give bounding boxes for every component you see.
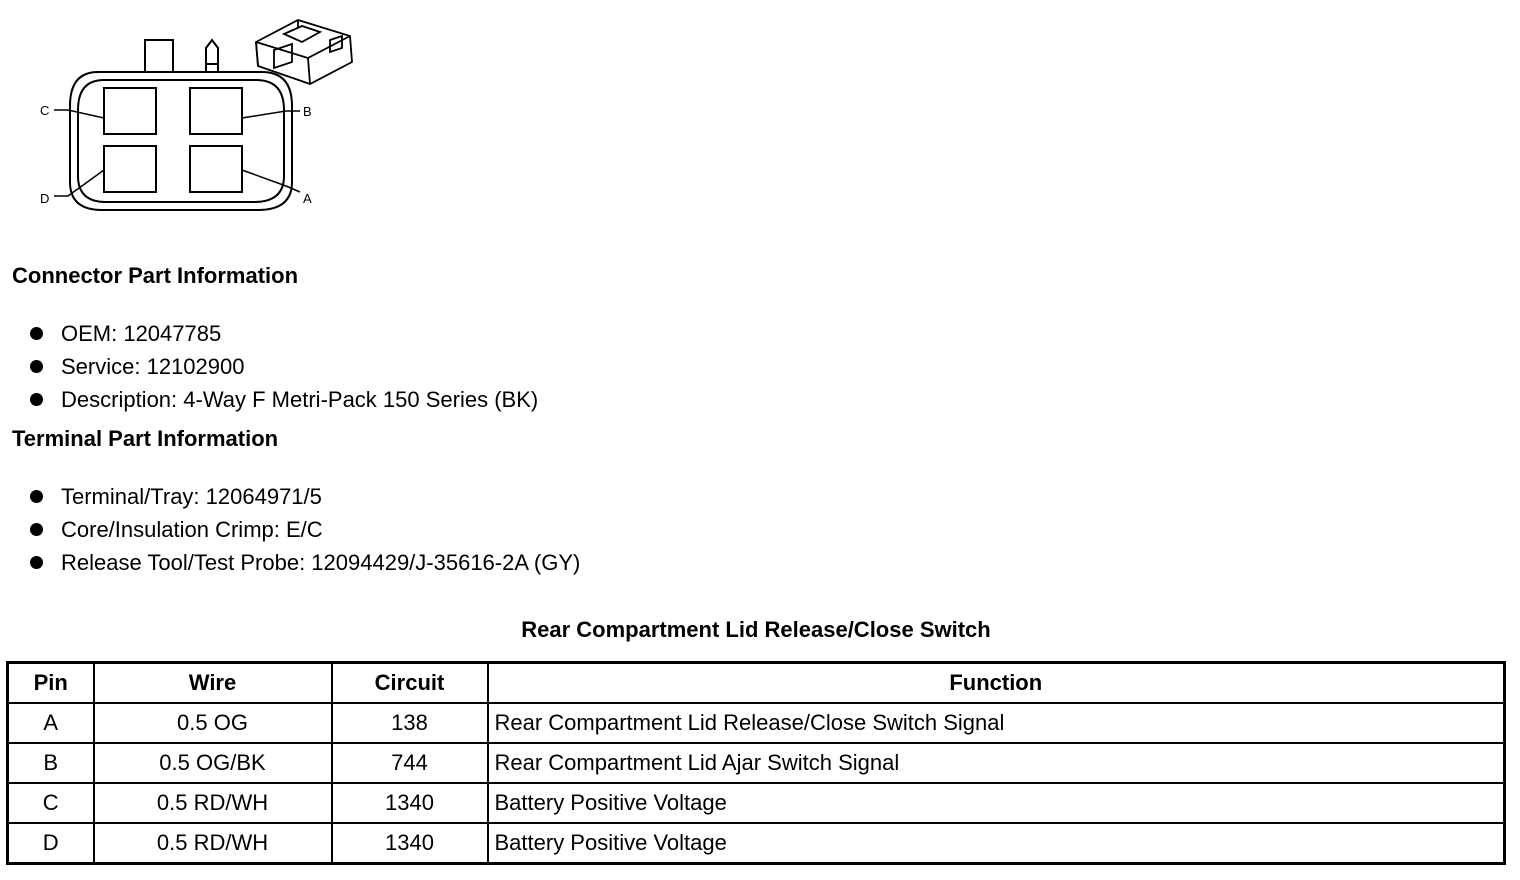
header-function: Function — [488, 663, 1505, 704]
bullet-icon — [30, 360, 43, 373]
cell-wire: 0.5 RD/WH — [94, 783, 332, 823]
cell-function: Battery Positive Voltage — [488, 783, 1505, 823]
bullet-icon — [30, 556, 43, 569]
pin-label-c: C — [40, 103, 50, 118]
cell-circuit: 1340 — [332, 823, 488, 864]
header-wire: Wire — [94, 663, 332, 704]
list-item — [30, 383, 538, 416]
terminal-tray-text: Terminal/Tray: 12064971/5 — [61, 483, 322, 509]
bullet-icon — [30, 523, 43, 536]
pinout-table — [6, 661, 1506, 865]
cell-wire: 0.5 RD/WH — [94, 823, 332, 864]
connector-oem-text: OEM: 12047785 — [61, 320, 222, 346]
connector-description-text: Description: 4-Way F Metri-Pack 150 Series (BK) — [61, 386, 539, 412]
table-title: Rear Compartment Lid Release/Close Switch — [521, 617, 991, 642]
list-item — [30, 480, 580, 513]
connector-service-text: Service: 12102900 — [61, 353, 245, 379]
connector-info-heading: Connector Part Information — [12, 263, 299, 288]
connector-face-diagram — [30, 14, 370, 214]
terminal-tool-text: Release Tool/Test Probe: 12094429/J-35616-2A (GY) — [61, 549, 581, 575]
cell-pin: D — [8, 823, 94, 864]
connector-info-list — [30, 317, 538, 416]
cell-function: Battery Positive Voltage — [488, 823, 1505, 864]
cell-circuit: 744 — [332, 743, 488, 783]
bullet-icon — [30, 393, 43, 406]
cell-wire: 0.5 OG/BK — [94, 743, 332, 783]
cell-function: Rear Compartment Lid Ajar Switch Signal — [488, 743, 1505, 783]
header-circuit: Circuit — [332, 663, 488, 704]
cell-function: Rear Compartment Lid Release/Close Switch Signal — [488, 703, 1505, 743]
table-row — [8, 703, 1505, 743]
table-header-row — [8, 663, 1505, 704]
cell-pin: A — [8, 703, 94, 743]
bullet-icon — [30, 490, 43, 503]
cell-wire: 0.5 OG — [94, 703, 332, 743]
table-row — [8, 783, 1505, 823]
pin-label-d: D — [40, 191, 50, 206]
terminal-info-list — [30, 480, 580, 579]
cell-circuit: 138 — [332, 703, 488, 743]
cell-circuit: 1340 — [332, 783, 488, 823]
pin-label-a: A — [303, 191, 312, 206]
list-item — [30, 350, 538, 383]
table-row — [8, 823, 1505, 864]
header-pin: Pin — [8, 663, 94, 704]
pin-label-b: B — [303, 104, 312, 119]
cell-pin: B — [8, 743, 94, 783]
list-item — [30, 513, 580, 546]
terminal-crimp-text: Core/Insulation Crimp: E/C — [61, 516, 323, 542]
list-item — [30, 317, 538, 350]
table-row — [8, 743, 1505, 783]
cell-pin: C — [8, 783, 94, 823]
list-item — [30, 546, 580, 579]
bullet-icon — [30, 327, 43, 340]
terminal-info-heading: Terminal Part Information — [12, 426, 279, 451]
